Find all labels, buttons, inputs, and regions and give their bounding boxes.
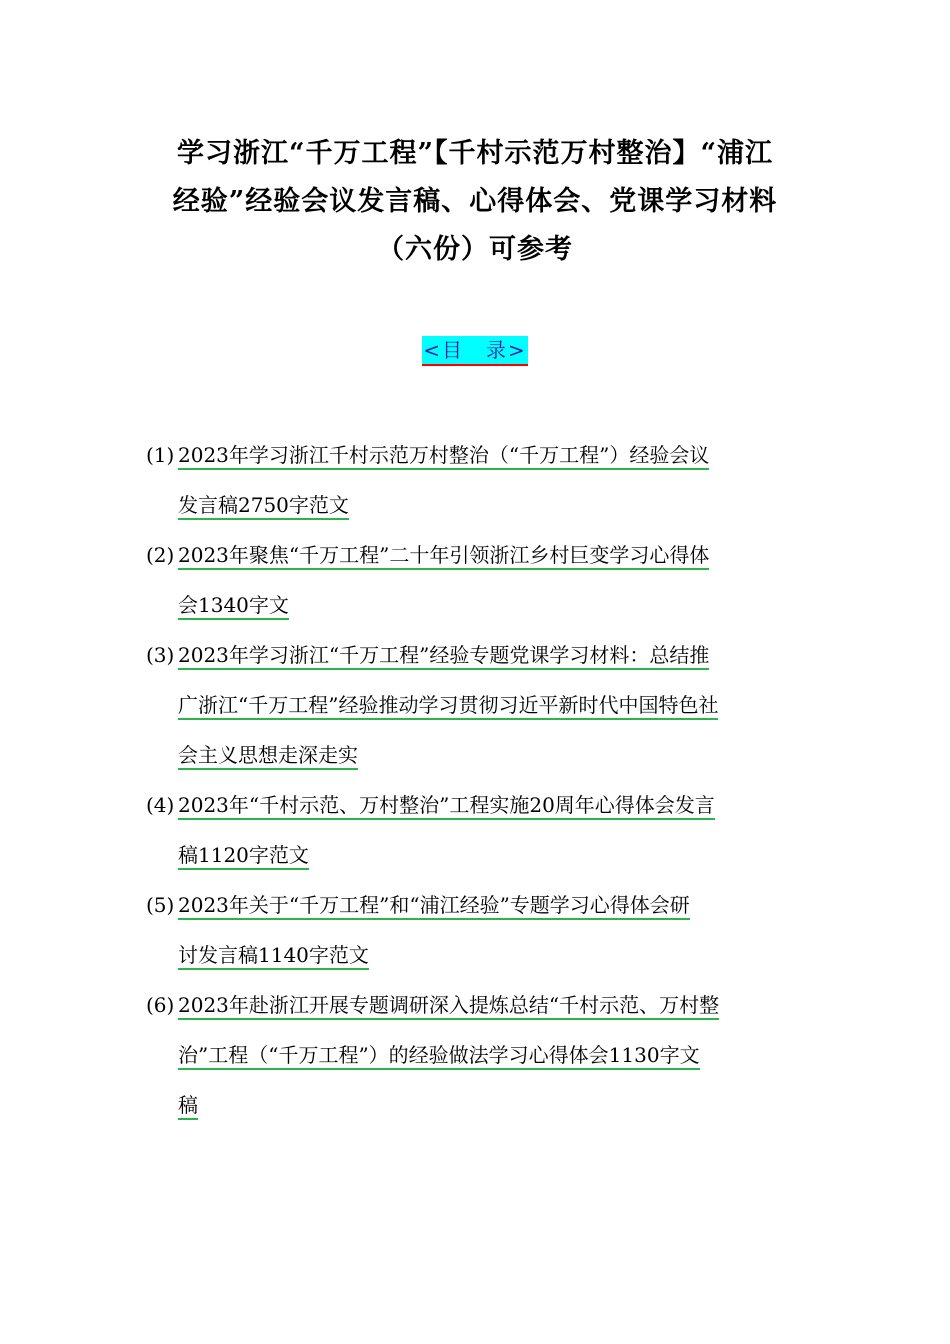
table-of-contents <box>146 430 816 1130</box>
toc-item-2 <box>146 530 816 630</box>
toc-link[interactable]: 治”工程（“千万工程”）的经验做法学习心得体会1130字文 <box>178 1043 700 1070</box>
toc-link[interactable]: 2023年赴浙江开展专题调研深入提炼总结“千村示范、万村整 <box>178 993 719 1020</box>
title-line-3: （六份）可参考 <box>377 234 573 265</box>
toc-item-4 <box>146 780 816 880</box>
toc-item-number: (1) <box>146 443 175 467</box>
toc-link[interactable]: 广浙江“千万工程”经验推动学习贯彻习近平新时代中国特色社 <box>178 693 718 720</box>
toc-link[interactable]: 2023年聚焦“千万工程”二十年引领浙江乡村巨变学习心得体 <box>178 543 709 570</box>
toc-item-number: (5) <box>146 893 175 917</box>
toc-link[interactable]: 会1340字文 <box>178 593 289 620</box>
toc-link[interactable]: 会主义思想走深走实 <box>178 743 358 770</box>
toc-link[interactable]: 发言稿2750字范文 <box>178 493 349 520</box>
title-line-2: 经验”经验会议发言稿、心得体会、党课学习材料 <box>172 186 778 217</box>
toc-item-5 <box>146 880 816 980</box>
toc-link[interactable]: 讨发言稿1140字范文 <box>178 943 369 970</box>
toc-item-number: (3) <box>146 643 175 667</box>
toc-heading <box>0 336 950 366</box>
toc-item-1 <box>146 430 816 530</box>
toc-item-number: (6) <box>146 993 175 1017</box>
toc-link[interactable]: 2023年“千村示范、万村整治”工程实施20周年心得体会发言 <box>178 793 715 820</box>
document-title <box>120 130 830 274</box>
toc-link[interactable]: 2023年关于“千万工程”和“浦江经验”专题学习心得体会研 <box>178 893 690 920</box>
title-line-1: 学习浙江“千万工程”【千村示范万村整治】“浦江 <box>176 138 774 169</box>
toc-item-number: (2) <box>146 543 175 567</box>
toc-item-3 <box>146 630 816 780</box>
toc-link[interactable]: 2023年学习浙江千村示范万村整治（“千万工程”）经验会议 <box>178 443 709 470</box>
toc-item-number: (4) <box>146 793 175 817</box>
toc-link[interactable]: 2023年学习浙江“千万工程”经验专题党课学习材料：总结推 <box>178 643 709 670</box>
toc-link[interactable]: 稿 <box>178 1093 198 1120</box>
toc-heading-link[interactable]: <目 录> <box>422 336 528 366</box>
toc-link[interactable]: 稿1120字范文 <box>178 843 309 870</box>
toc-item-6 <box>146 980 816 1130</box>
